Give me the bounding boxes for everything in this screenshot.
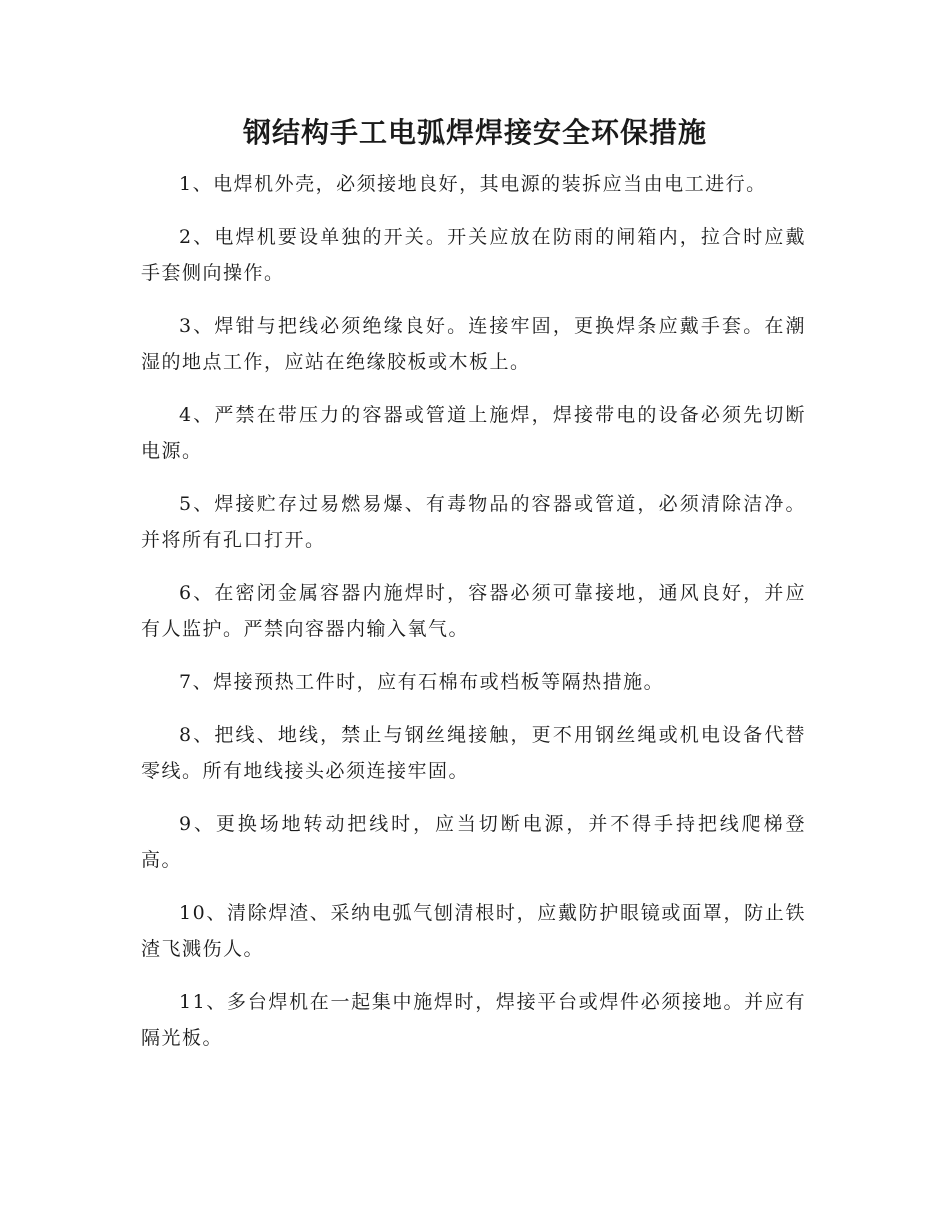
paragraph-11: 11、多台焊机在一起集中施焊时，焊接平台或焊件必须接地。并应有隔光板。 [141,991,806,1049]
paragraph-6: 6、在密闭金属容器内施焊时，容器必须可靠接地，通风良好，并应有人监护。严禁向容器内输入氧气。 [141,582,806,640]
document-body [141,166,806,1073]
paragraph-8: 8、把线、地线，禁止与钢丝绳接触，更不用钢丝绳或机电设备代替零线。所有地线接头必须连接牢固。 [141,724,806,782]
paragraph-2: 2、电焊机要设单独的开关。开关应放在防雨的闸箱内，拉合时应戴手套侧向操作。 [141,226,806,284]
document-title: 钢结构手工电弧焊焊接安全环保措施 [242,116,707,149]
paragraph-1: 1、电焊机外壳，必须接地良好，其电源的装拆应当由电工进行。 [179,173,767,195]
paragraph-5: 5、焊接贮存过易燃易爆、有毒物品的容器或管道，必须清除洁净。并将所有孔口打开。 [141,493,806,551]
paragraph-10: 10、清除焊渣、采纳电弧气刨清根时，应戴防护眼镜或面罩，防止铁渣飞溅伤人。 [141,902,806,960]
paragraph-7: 7、焊接预热工件时，应有石棉布或档板等隔热措施。 [179,671,665,693]
paragraph-9: 9、更换场地转动把线时，应当切断电源，并不得手持把线爬梯登高。 [141,813,806,871]
paragraph-3: 3、焊钳与把线必须绝缘良好。连接牢固，更换焊条应戴手套。在潮湿的地点工作，应站在绝缘胶板或木板上。 [141,315,806,373]
paragraph-4: 4、严禁在带压力的容器或管道上施焊，焊接带电的设备必须先切断电源。 [141,404,806,462]
